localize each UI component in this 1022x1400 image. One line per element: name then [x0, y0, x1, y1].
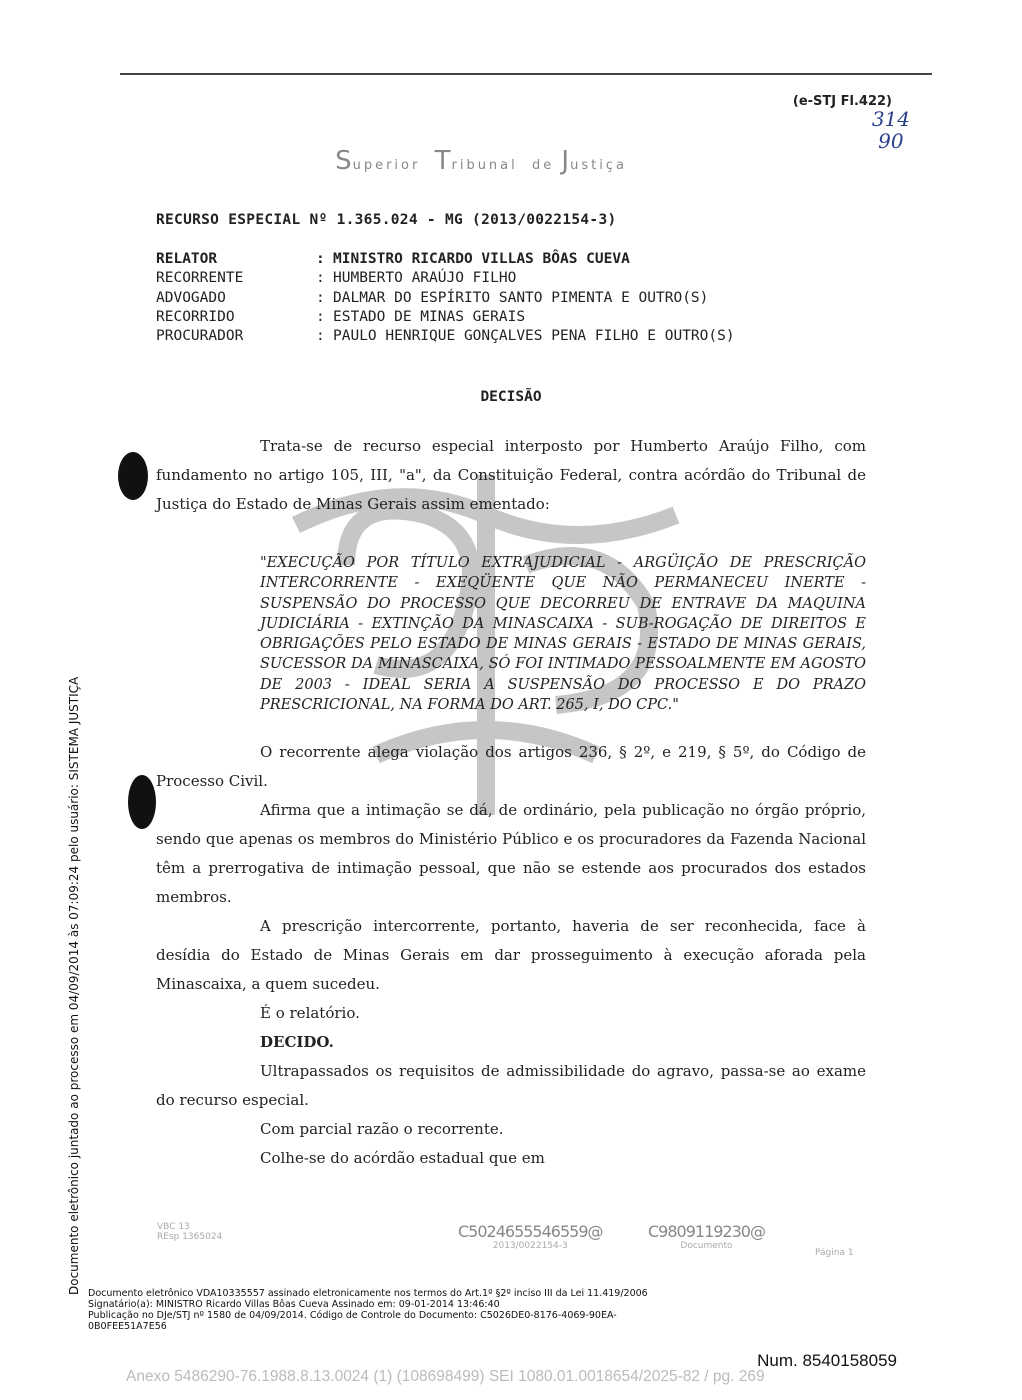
party-value: DALMAR DO ESPÍRITO SANTO PIMENTA E OUTRO(S) — [333, 289, 709, 306]
paragraph-4: A prescrição intercorrente, portanto, haveria de ser reconhecida, face à desídia do Estado de Minas Gerais em dar prosseguimento à execução aforada pela Minascaixa, a quem sucedeu. — [156, 917, 866, 993]
footer-left1: VBC 13 — [157, 1222, 190, 1232]
party-row — [156, 289, 735, 308]
anexo-footer: Anexo 5486290-76.1988.8.13.0024 (1) (108698499) SEI 1080.01.0018654/2025-82 / pg. 269 — [126, 1368, 765, 1385]
footer-code2: C9809119230@ — [648, 1222, 765, 1241]
estj-page-ref: (e-STJ Fl.422) — [792, 94, 892, 109]
signature-line2: Signatário(a): MINISTRO Ricardo Villas Bôas Cueva Assinado em: 09-01-2014 13:46:40 — [88, 1299, 500, 1310]
footer-left2: REsp 1365024 — [157, 1232, 223, 1242]
party-colon: : — [316, 270, 325, 287]
party-value: MINISTRO RICARDO VILLAS BÔAS CUEVA — [333, 251, 630, 267]
party-row — [156, 327, 735, 346]
party-row — [156, 250, 735, 269]
court-initial-j: J — [561, 146, 571, 176]
signature-line1: Documento eletrônico VDA10335557 assinado eletronicamente nos termos do Art.1º §2º inciso III da Lei 11.419/2006 — [88, 1288, 648, 1299]
paragraph-group — [156, 738, 866, 1173]
court-name — [0, 146, 962, 176]
footer-code1: C5024655546559@ — [458, 1222, 603, 1241]
case-title: RECURSO ESPECIAL Nº 1.365.024 - MG (2013/0022154-3) — [156, 212, 617, 228]
footer-left-code — [157, 1222, 222, 1242]
footer-code1-sub: 2013/0022154-3 — [492, 1241, 568, 1251]
paragraph-7: Ultrapassados os requisitos de admissibilidade do agravo, passa-se ao exame do recurso especial. — [156, 1062, 866, 1109]
footer-code-1 — [458, 1222, 603, 1251]
court-de: de — [532, 158, 555, 173]
ementa-quote: "EXECUÇÃO POR TÍTULO EXTRAJUDICIAL - ARGÜIÇÃO DE PRESCRIÇÃO INTERCORRENTE - EXEQÜENTE QUE NÃO PERMANECEU INERTE - SUSPENSÃO DO PROCESSO QUE DECORREU DE ENTRAVE DA MAQUINA JUDICIÁRIA - EXTINÇÃO DA MINASCAIXA - SUB-ROGAÇÃO DE DIREITOS E OBRIGAÇÕES PELO ESTADO DE MINAS GERAIS - ESTADO DE MINAS GERAIS, SUCESSOR DA MINASCAIXA, SÓ FOI INTIMADO PESSOALMENTE EM AGOSTO DE 2003 - IDEAL SERIA A SUSPENSÃO DO PROCESSO E DO PRAZO PRESCRICIONAL, NA FORMA DO ART. 265, I, DO CPC." — [260, 555, 866, 714]
paragraph-3: Afirma que a intimação se dá, de ordinário, pela publicação no órgão próprio, sendo que apenas os membros do Ministério Público e os procuradores da Fazenda Nacional têm a prerrogativa de intimação pessoal, que não se estende aos procurados dos estados membros. — [156, 801, 866, 906]
punch-hole-mark — [118, 452, 148, 500]
decido-heading: DECIDO. — [260, 1033, 334, 1051]
punch-hole-mark — [128, 775, 156, 829]
decisao-heading: DECISÃO — [480, 389, 542, 405]
handwritten-top: 314 — [871, 107, 910, 131]
footer-code-2 — [648, 1222, 765, 1251]
party-colon: : — [316, 251, 325, 267]
signature-block — [88, 1288, 688, 1332]
side-note: Documento eletrônico juntado ao processo em 04/09/2014 às 07:09:24 pelo usuário: SISTEMA JUSTIÇA — [67, 676, 81, 1295]
paragraph-9: Colhe-se do acórdão estadual que em — [260, 1149, 545, 1167]
party-colon: : — [316, 289, 325, 306]
court-word2: ribunal — [451, 158, 518, 173]
party-row — [156, 269, 735, 288]
handwritten-bottom: 90 — [878, 129, 904, 153]
paragraph-5: É o relatório. — [260, 1004, 360, 1022]
party-value: PAULO HENRIQUE GONÇALVES PENA FILHO E OUTRO(S) — [333, 328, 735, 345]
party-label: PROCURADOR — [156, 328, 244, 345]
paragraph-8: Com parcial razão o recorrente. — [260, 1120, 504, 1138]
court-word3: ustiça — [570, 158, 627, 173]
paragraph-1 — [156, 432, 866, 519]
party-colon: : — [316, 328, 325, 345]
party-label: RELATOR — [156, 251, 218, 267]
footer-page: Página 1 — [815, 1248, 854, 1258]
top-rule — [120, 73, 932, 75]
party-label: ADVOGADO — [156, 289, 226, 306]
paragraph-text: Trata-se de recurso especial interposto por Humberto Araújo Filho, com fundamento no artigo 105, III, "a", da Constituição Federal, contra acórdão do Tribunal de Justiça do Estado de Minas Gerais assim ementado: — [156, 437, 866, 513]
paragraph-2: O recorrente alega violação dos artigos 236, § 2º, e 219, § 5º, do Código de Processo Civil. — [156, 743, 866, 790]
court-word1: uperior — [352, 158, 421, 173]
party-value: ESTADO DE MINAS GERAIS — [333, 308, 526, 325]
party-value: HUMBERTO ARAÚJO FILHO — [333, 270, 517, 287]
party-colon: : — [316, 308, 325, 325]
signature-line3: Publicação no DJe/STJ nº 1580 de 04/09/2014. Código de Controle do Documento: C5026DE0-8176-4069-90EA-0B0FEE51A7E56 — [88, 1310, 617, 1332]
court-initial-s: S — [335, 146, 353, 176]
party-label: RECORRENTE — [156, 270, 244, 287]
party-row — [156, 308, 735, 327]
party-label: RECORRIDO — [156, 308, 235, 325]
court-initial-t: T — [434, 146, 452, 176]
parties-table — [156, 250, 735, 346]
footer-code2-sub: Documento — [680, 1241, 733, 1251]
document-number: Num. 8540158059 — [757, 1351, 897, 1370]
